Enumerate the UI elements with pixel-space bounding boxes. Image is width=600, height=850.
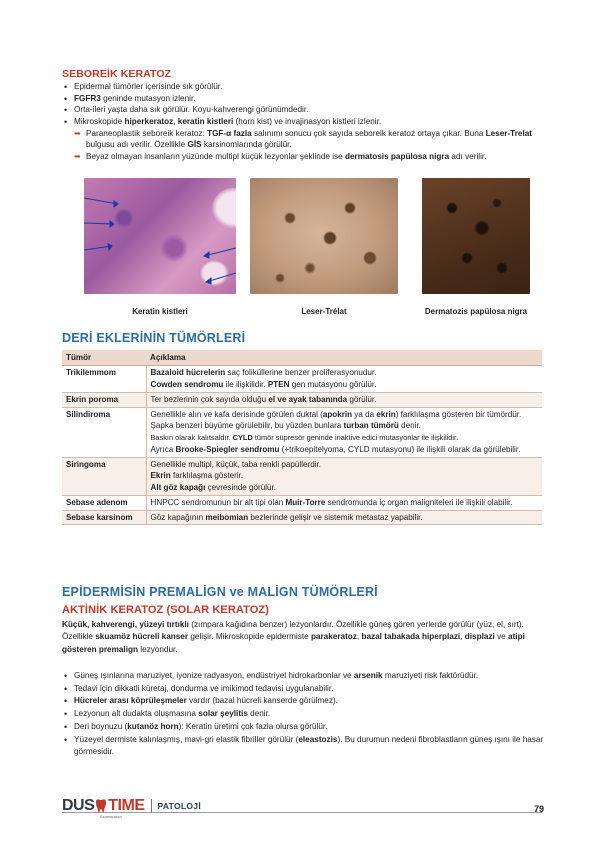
page-number: 79	[533, 804, 544, 814]
subsection-title-aktinik-keratoz: AKTİNİK KERATOZ (SOLAR KERATOZ)	[62, 604, 269, 616]
arrow-right-icon: ➥	[74, 151, 81, 161]
clinical-photo	[422, 178, 530, 294]
figure-caption: Keratin kistleri	[132, 307, 188, 316]
table-header-row	[62, 350, 542, 366]
aktinik-keratoz-list	[62, 670, 552, 759]
subject-label: PATOLOJİ	[157, 800, 201, 811]
section-title-premalign: EPİDERMİSİN PREMALİGN ve MALİGN TÜMÖRLERİ	[62, 585, 378, 599]
list-item: • Orta-ileri yaşta daha sık görülür. Koyu-kahverengi görünümdedir.	[62, 104, 552, 116]
figure-caption: Dermatozis papülosa nigra	[424, 307, 528, 316]
table-row	[62, 510, 542, 525]
tumor-description: Genellikle multipl, küçük, taba renkli papüllerdir. Ekrin farklılaşma gösterir. Alt göz kapağı çevresinde görülür.	[146, 457, 542, 495]
figure-keratin-kistleri	[84, 178, 236, 317]
tumor-name: Trikilemmom	[62, 366, 146, 392]
list-item: • FGFR3 geninde mutasyon izlenir.	[62, 93, 552, 105]
list-item: • Epidermal tümörler içerisinde sık görülür.	[62, 81, 552, 93]
list-item: • Yüzeyel dermiste kalınlaşmış, mavi-gri elastik fibriller görülür (eleastozis). Bu durumun nedeni fibroblastların güneş ışını ile hasar görmesidir.	[62, 734, 552, 759]
section-title-deri-ekleri: DERİ EKLERİNİN TÜMÖRLERİ	[62, 331, 246, 345]
sub-list-item: ➥ Beyaz olmayan insanların yüzünde multipl küçük lezyonlar şeklinde ise dermatosis papülosa nigra adı verilir.	[74, 151, 487, 161]
dustime-logo	[62, 797, 201, 819]
sub-list-item: ➥ Paraneoplastik seboreik keratoz: TGF-α fazla salınımı sonucu çok sayıda seboreik keratoz ortaya çıkar. Buna Leser-Trelat bulgusu adı verilir. Özellikle GİS karsinomlarında görülür.	[74, 128, 533, 150]
tooth-icon	[95, 799, 107, 813]
tumor-name: Ekrin poroma	[62, 392, 146, 407]
list-item: • Lezyonun alt dudakta oluşmasına solar şeylitis denir.	[62, 708, 552, 721]
list-item: • Mikroskopide hiperkeratoz, keratin kistleri (horn kist) ve invajinasyon kistleri izlenir. ➥ Paraneoplastik seboreik keratoz: TGF-α fazla salınımı sonucu çok sayıda seboreik keratoz ortaya çıkar. Buna Leser-Trelat bulgusu adı verilir. Özellikle GİS karsinomlarında görülür. ➥ Beyaz olmayan insanların yüzünde multipl küçük lezyonlar şeklinde ise dermatosis papülosa nigra adı verilir.	[62, 116, 552, 163]
list-item: • Deri boynuzu (kutanöz horn): Keratin üretimi çok fazla olursa görülür.	[62, 721, 552, 734]
tumor-name: Silindiroma	[62, 407, 146, 457]
clinical-photo	[250, 178, 398, 294]
arrow-right-icon: ➥	[74, 128, 81, 138]
logo-text-time: TIME	[108, 797, 145, 814]
tumor-name: Sebase adenom	[62, 495, 146, 510]
tumor-description: Göz kapağının meibomian bezlerinde gelişir ve sistemik metastaz yapabilir.	[146, 510, 542, 525]
table-row	[62, 366, 542, 392]
logo-separator	[151, 799, 152, 813]
table-row	[62, 392, 542, 407]
column-header: Açıklama	[146, 350, 542, 366]
list-item: • Güneş ışınlarına maruziyet, iyonize radyasyon, endüstriyel hidrokarbonlar ve arsenik maruziyeti risk faktörüdür.	[62, 670, 552, 683]
figure-row	[84, 178, 544, 318]
tumor-name: Siringoma	[62, 457, 146, 495]
column-header: Tümör	[62, 350, 146, 366]
figure-leser-trelat	[250, 178, 398, 317]
tumor-name: Sebase karsinom	[62, 510, 146, 525]
list-item: • Hücreler arası köprüleşmeler vardır (bazal hücreli kanserde görülmez).	[62, 695, 552, 708]
tumor-description: Ter bezlerinin çok sayıda olduğu el ve ayak tabanında görülür.	[146, 392, 542, 407]
table-row	[62, 495, 542, 510]
logo-text-dus: DUS	[62, 797, 95, 814]
logo-tagline: Kazanacaksın	[100, 815, 122, 819]
figure-caption: Leser-Trélat	[301, 307, 347, 316]
sub-list	[74, 128, 552, 163]
arrow-annotation-icon	[84, 178, 236, 294]
table-row	[62, 407, 542, 457]
figure-dermatozis-papulosa-nigra	[422, 178, 530, 317]
adnexal-tumors-table	[62, 350, 542, 525]
tumor-description: Genellikle alın ve kafa derisinde görülen duktal (apokrin ya da ekrin) farklılaşma gösteren bir tümördür. Şapka benzeri büyüme görülebilir, bu yüzden bunlara turban tümörü denir. Baskın olarak kalıtsaldır. CYLD tümör süpresör geninde inaktive edici mutasyonlar ile ilişkilidir. Ayrıca Brooke-Spiegler sendromu (+trikoepitelyoma, CYLD mutasyonu) ile ilişkili olarak da görülebilir.	[146, 407, 542, 457]
table-row	[62, 457, 542, 495]
tumor-description: Bazaloid hücrelerin saç foliküllerine benzer proliferasyonudur. Cowden sendromu ile ilişkilidir. PTEN gen mutasyonu görülür.	[146, 366, 542, 392]
seboreik-keratoz-list	[62, 81, 552, 162]
section-title-seboreik-keratoz: SEBOREİK KERATOZ	[62, 68, 172, 80]
list-item: • Tedavi için dikkatli küretaj, dondurma ve imikimod tedavisi uygulanabilir.	[62, 683, 552, 696]
histology-image	[84, 178, 236, 294]
tumor-description: HNPCC sendromunun bir alt tipi olan Muir-Torre sendromunda iç organ maligniteleri ile ilişkili olabilir.	[146, 495, 542, 510]
aktinik-keratoz-paragraph: Küçük, kahverengi, yüzeyi tırtıklı (zımpara kağıdına benzer) lezyonlardır. Özellikle güneş gören yerlerde görülür (yüz, el, sırt). Özellikle skuamöz hücreli kanser gelişir. Mikroskopide epidermiste parakeratoz, bazal tabakada hiperplazi, displazi ve atipi gösteren premalign lezyondur.	[62, 620, 525, 654]
